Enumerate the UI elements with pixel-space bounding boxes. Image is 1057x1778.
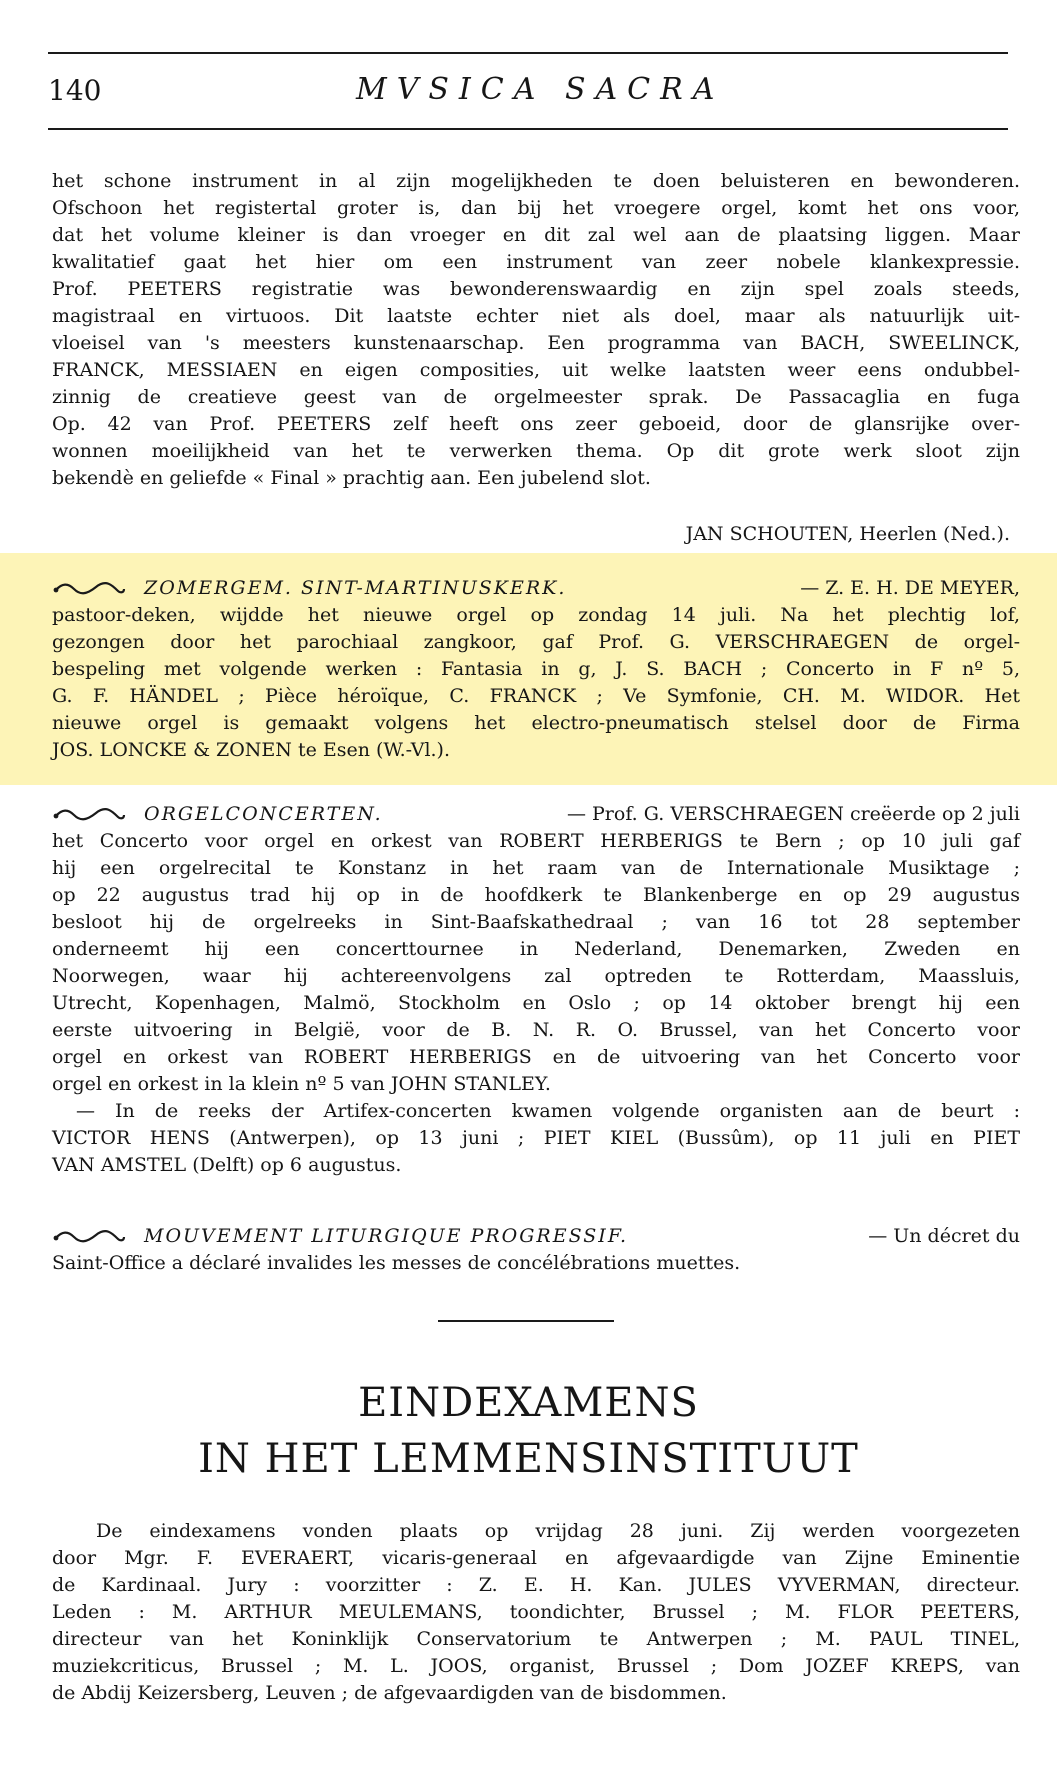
author-signature: JAN SCHOUTEN, Heerlen (Ned.). (685, 523, 1010, 545)
text-line: directeur van het Koninklijk Conservatorium te Antwerpen ; M. PAUL TINEL, (52, 1628, 1020, 1650)
text-line: Saint-Office a déclaré invalides les messes de concélébrations muettes. (52, 1252, 741, 1274)
text-line: VICTOR HENS (Antwerpen), op 13 juni ; PIET KIEL (Bussûm), op 11 juli en PIET (52, 1127, 1020, 1149)
text-line: vloeisel van 's meesters kunstenaarschap. Een programma van BACH, SWEELINCK, (52, 332, 1020, 354)
text-line: hij een orgelrecital te Konstanz in het raam van de Internationale Musiktage ; (52, 857, 1020, 879)
text-line: nieuwe orgel is gemaakt volgens het electro-pneumatisch stelsel door de Firma (52, 712, 1020, 734)
text-line: Op. 42 van Prof. PEETERS zelf heeft ons zeer geboeid, door de glansrijke over- (52, 413, 1020, 435)
article-organ-review (52, 168, 1020, 492)
swash-ornament-icon (52, 1229, 128, 1245)
text-line: De eindexamens vonden plaats op vrijdag 28 juni. Zij werden voorgezeten (96, 1520, 1020, 1542)
text-line: de Abdij Keizersberg, Leuven ; de afgevaardigden van de bisdommen. (52, 1682, 727, 1704)
text-line: de Kardinaal. Jury : voorzitter : Z. E. H. Kan. JULES VYVERMAN, directeur. (52, 1574, 1020, 1596)
text-line: besloot hij de orgelreeks in Sint-Baafskathedraal ; van 16 tot 28 september (52, 911, 1020, 933)
header-bottom-rule (48, 128, 1008, 130)
text-line: zinnig de creatieve geest van de orgelmeester sprak. De Passacaglia en fuga (52, 386, 1020, 408)
text-fragment: — Un décret du (868, 1225, 1020, 1247)
text-line: Ofschoon het registertal groter is, dan bij het vroegere orgel, komt het ons voor, (52, 197, 1020, 219)
article-heading-line (52, 575, 1020, 602)
text-line: op 22 augustus trad hij op in de hoofdkerk te Blankenberge en op 29 augustus (52, 884, 1020, 906)
text-line: door Mgr. F. EVERAERT, vicaris-generaal en afgevaardigde van Zijne Eminentie (52, 1547, 1020, 1569)
text-fragment: — Prof. G. VERSCHRAEGEN creëerde op 2 juli (566, 803, 1020, 825)
page-number: 140 (48, 74, 102, 107)
text-line: het Concerto voor orgel en orkest van ROBERT HERBERIGS te Bern ; op 10 juli gaf (52, 830, 1020, 852)
section-title-line-2: IN HET LEMMENSINSTITUUT (198, 1436, 859, 1482)
text-line: Noorwegen, waar hij achtereenvolgens zal optreden te Rotterdam, Maassluis, (52, 965, 1020, 987)
text-line: kwalitatief gaat het hier om een instrument van zeer nobele klankexpressie. (52, 251, 1020, 273)
text-line: bekendè en geliefde « Final » prachtig aan. Een jubelend slot. (52, 467, 651, 489)
swash-ornament-icon (52, 581, 128, 597)
article-mouvement-liturgique (52, 1223, 1020, 1277)
text-line: orgel en orkest in la klein nº 5 van JOHN STANLEY. (52, 1073, 551, 1095)
text-line: FRANCK, MESSIAEN en eigen composities, uit welke laatsten weer eens ondubbel- (52, 359, 1020, 381)
article-heading-line (52, 801, 1020, 828)
text-line: pastoor-deken, wijdde het nieuwe orgel op zondag 14 juli. Na het plechtig lof, (52, 604, 1020, 626)
text-line: gezongen door het parochiaal zangkoor, gaf Prof. G. VERSCHRAEGEN de orgel- (52, 631, 1020, 653)
text-line: Utrecht, Kopenhagen, Malmö, Stockholm en Oslo ; op 14 oktober brengt hij een (52, 992, 1020, 1014)
text-line: magistraal en virtuoos. Dit laatste echter niet als doel, maar als natuurlijk uit- (52, 305, 1020, 327)
text-line: orgel en orkest van ROBERT HERBERIGS en de uitvoering van het Concerto voor (52, 1046, 1020, 1068)
text-line: Prof. PEETERS registratie was bewonderenswaardig en zijn spel zoals steeds, (52, 278, 1020, 300)
text-line: bespeling met volgende werken : Fantasia in g, J. S. BACH ; Concerto in F nº 5, (52, 658, 1020, 680)
swash-ornament-icon (52, 807, 128, 823)
text-line: G. F. HÄNDEL ; Pièce héroïque, C. FRANCK ; Ve Symfonie, CH. M. WIDOR. Het (52, 685, 1020, 707)
text-line: wonnen moeilijkheid van het te verwerken thema. Op dit grote werk sloot zijn (52, 440, 1020, 462)
text-line: onderneemt hij een concerttournee in Nederland, Denemarken, Zweden en (52, 938, 1020, 960)
text-line: Leden : M. ARTHUR MEULEMANS, toondichter, Brussel ; M. FLOR PEETERS, (52, 1601, 1020, 1623)
article-heading-line (52, 1223, 1020, 1250)
text-fragment: — Z. E. H. DE MEYER, (800, 577, 1020, 599)
article-orgelconcerten (52, 801, 1020, 1179)
text-line: eerste uitvoering in België, voor de B. N. R. O. Brussel, van het Concerto voor (52, 1019, 1020, 1041)
article-heading: MOUVEMENT LITURGIQUE PROGRESSIF. (144, 1225, 629, 1247)
section-separator-rule (438, 1320, 614, 1322)
article-heading: ORGELCONCERTEN. (144, 803, 383, 825)
text-line: VAN AMSTEL (Delft) op 6 augustus. (52, 1154, 402, 1176)
text-line: JOS. LONCKE & ZONEN te Esen (W.-Vl.). (52, 739, 451, 761)
text-line: het schone instrument in al zijn mogelijkheden te doen beluisteren en bewonderen. (52, 170, 1020, 192)
section-title-line-1: EINDEXAMENS (358, 1380, 699, 1426)
header-top-rule (48, 52, 1008, 54)
article-zomergem (52, 575, 1020, 764)
section-body (52, 1518, 1020, 1707)
text-line: — In de reeks der Artifex-concerten kwamen volgende organisten aan de beurt : (76, 1100, 1020, 1122)
text-line: dat het volume kleiner is dan vroeger en dit zal wel aan de plaatsing liggen. Maar (52, 224, 1020, 246)
text-line: muziekcriticus, Brussel ; M. L. JOOS, organist, Brussel ; Dom JOZEF KREPS, van (52, 1655, 1020, 1677)
article-heading: ZOMERGEM. SINT-MARTINUSKERK. (144, 577, 567, 599)
running-title: MVSICA SACRA (356, 72, 725, 107)
